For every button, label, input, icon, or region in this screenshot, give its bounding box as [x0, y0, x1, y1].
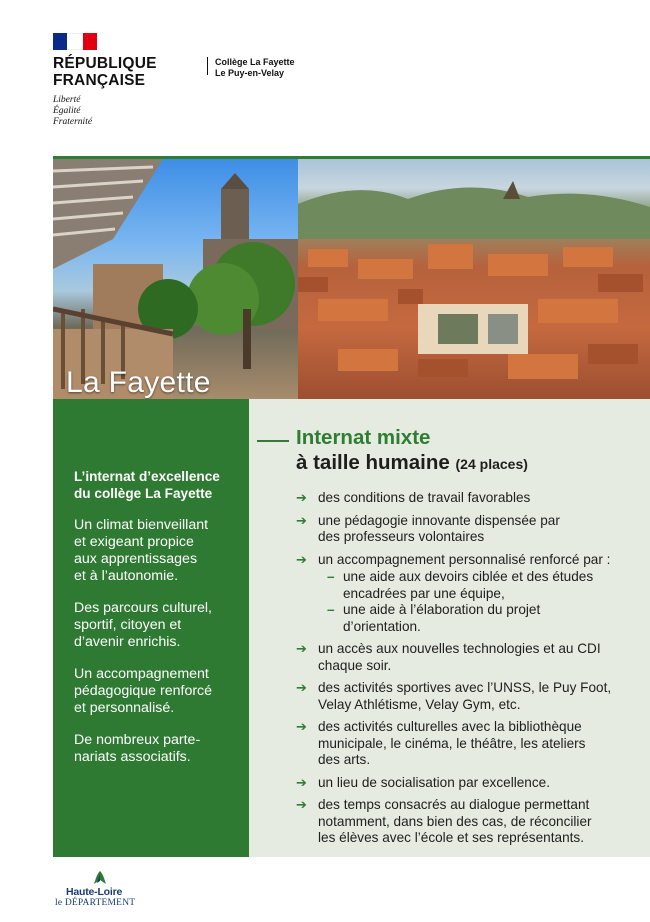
text-line: un accompagnement personnalisé renforcé par : — [318, 551, 611, 567]
left-panel-text — [74, 468, 239, 781]
text-line: les élèves avec l’école et ses représentants. — [318, 830, 584, 845]
text-line: De nombreux parte- — [74, 732, 201, 748]
text-line: et à l’autonomie. — [74, 568, 179, 584]
haute-loire-emblem-icon — [91, 870, 109, 886]
college-city: Le Puy-en-Velay — [215, 67, 285, 78]
section-title: Internat mixte — [296, 426, 431, 449]
dash-icon: – — [327, 602, 335, 617]
text-line: chaque soir. — [318, 657, 392, 673]
republique-flag-logo — [53, 33, 97, 50]
arrow-right-icon: ➔ — [296, 512, 307, 528]
hero-title: La Fayette — [66, 366, 211, 399]
text-line: d’avenir enrichis. — [74, 634, 181, 650]
text-line: une pédagogie innovante dispensée par — [318, 512, 560, 528]
text-line: et exigeant propice — [74, 534, 194, 550]
list-item — [296, 641, 646, 674]
arrow-right-icon: ➔ — [296, 551, 307, 567]
arrow-right-icon: ➔ — [296, 490, 307, 505]
text-line: un lieu de socialisation par excellence. — [318, 774, 550, 790]
le-puy-en-velay-aerial-photo — [298, 159, 650, 399]
list-item — [296, 680, 646, 713]
list-item — [296, 552, 646, 636]
arrow-right-icon: ➔ — [296, 680, 307, 695]
college-name: Collège La Fayette — [215, 57, 295, 67]
text-line: notamment, dans bien des cas, de réconcilier — [318, 813, 592, 829]
text-line: sportif, citoyen et — [74, 617, 182, 633]
sub-list — [318, 569, 646, 635]
arrow-right-icon: ➔ — [296, 797, 307, 812]
text-line: une aide à l’élaboration du projet — [343, 602, 541, 617]
benefits-list — [296, 490, 646, 853]
text-line: des activités culturelles avec la bibliothèque — [318, 719, 582, 734]
list-item — [296, 719, 646, 769]
left-paragraph-climat — [74, 517, 239, 585]
list-item — [296, 490, 646, 507]
places-count: (24 places) — [455, 456, 528, 472]
text-line: et personnalisé. — [74, 700, 175, 716]
arrow-right-icon: ➔ — [296, 719, 307, 734]
subtitle-text: à taille humaine — [296, 451, 450, 474]
motto-liberte: Liberté — [53, 95, 81, 105]
list-item — [296, 513, 646, 546]
text-line: d’orientation. — [343, 618, 421, 634]
list-item — [296, 775, 646, 792]
left-paragraph-parcours — [74, 600, 239, 651]
text-line: aux apprentissages — [74, 551, 198, 567]
rf-line-2: FRANÇAISE — [53, 72, 146, 89]
text-line: Un climat bienveillant — [74, 517, 209, 533]
motto — [53, 95, 92, 128]
header-separator — [207, 57, 208, 75]
left-paragraph-accompagnement — [74, 666, 239, 717]
text-line: des professeurs volontaires — [318, 529, 485, 544]
lead-line-2: du collège La Fayette — [74, 486, 213, 501]
motto-egalite: Égalité — [53, 106, 81, 116]
text-line: des temps consacrés au dialogue permettant — [318, 797, 590, 812]
text-line: Un accompagnement — [74, 666, 209, 682]
dash-icon: – — [327, 569, 335, 584]
logo-departement: le DÉPARTEMENT — [55, 898, 136, 908]
text-line: des activités sportives avec l’UNSS, le Puy Foot, — [318, 680, 612, 695]
college-identity — [215, 57, 295, 78]
list-item — [296, 797, 646, 847]
text-line: Velay Athlétisme, Velay Gym, etc. — [318, 696, 521, 712]
rf-line-1: RÉPUBLIQUE — [53, 55, 157, 72]
text-line: un accès aux nouvelles technologies et au CDI — [318, 641, 601, 656]
motto-fraternite: Fraternité — [53, 117, 93, 127]
arrow-right-icon: ➔ — [296, 774, 307, 790]
republique-francaise-wordmark — [53, 55, 157, 89]
sub-list-item — [318, 569, 646, 602]
lead-line-1: L’internat d’excellence — [74, 469, 220, 484]
text-line: municipale, le cinéma, le théâtre, les ateliers — [318, 735, 586, 751]
section-subtitle — [296, 451, 528, 476]
text-line: des conditions de travail favorables — [318, 490, 531, 505]
left-paragraph-partenariats — [74, 732, 239, 766]
college-courtyard-photo — [53, 159, 298, 399]
text-line: une aide aux devoirs ciblée et des études — [343, 569, 594, 584]
sub-list-item — [318, 602, 646, 635]
text-line: des arts. — [318, 752, 371, 767]
text-line: Des parcours culturel, — [74, 600, 212, 616]
text-line: encadrées par une équipe, — [343, 585, 505, 601]
title-accent-dash — [257, 440, 289, 442]
haute-loire-departement-logo — [54, 870, 144, 910]
arrow-right-icon: ➔ — [296, 641, 307, 656]
text-line: pédagogique renforcé — [74, 683, 213, 699]
text-line: nariats associatifs. — [74, 749, 191, 765]
left-panel-lead — [74, 468, 239, 502]
logo-name: Haute-Loire — [66, 886, 123, 898]
